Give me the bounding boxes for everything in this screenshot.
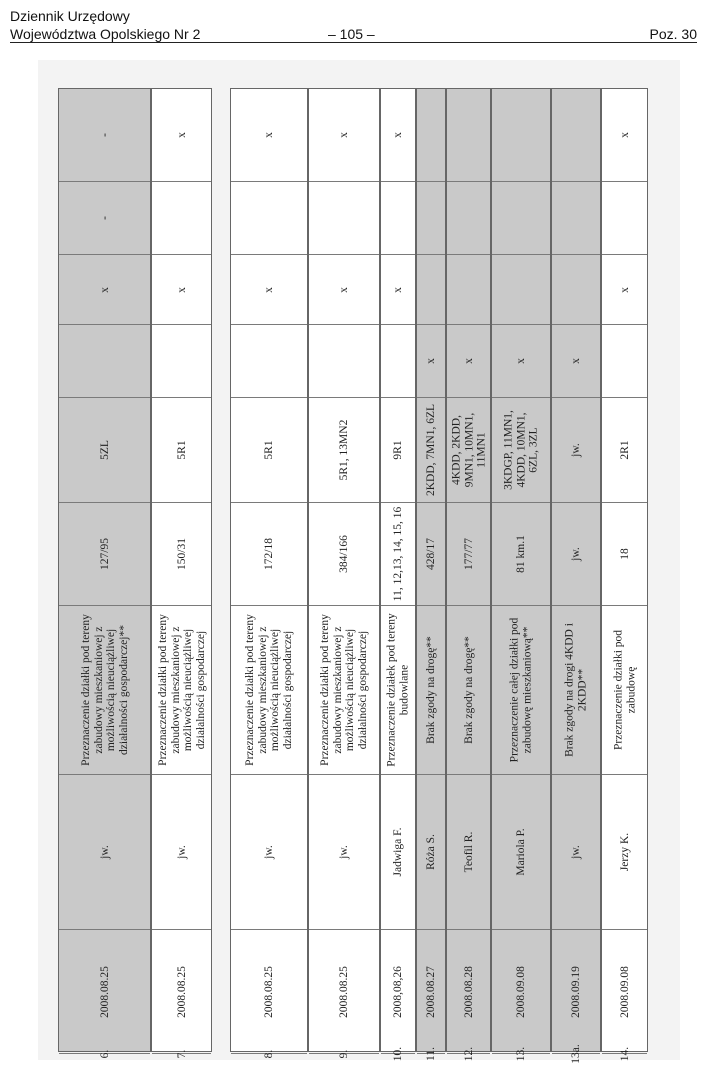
date-cell	[231, 929, 307, 1053]
resolution-cell	[447, 181, 490, 254]
accepted-cell	[447, 254, 490, 324]
designation-text: 2KDD, 7MN1, 6ZL	[424, 404, 437, 496]
notes-cell	[492, 89, 550, 181]
accepted-text: x	[337, 286, 350, 293]
rejected-text: x	[462, 358, 475, 364]
designation-cell	[602, 397, 647, 502]
number-cell	[602, 1046, 647, 1062]
number-text: 14.	[618, 1046, 631, 1062]
notes-cell	[59, 89, 150, 181]
resolution-cell	[381, 181, 415, 254]
request-cell	[417, 605, 445, 774]
resolution-text: -	[98, 216, 111, 220]
request-text: Przeznaczenie działki pod zabudowę	[612, 629, 637, 751]
parcel-text: jw.	[569, 547, 582, 561]
request-text: Przeznaczenie działki pod tereny zabudowy mieszkaniowej z możliwością nieuciążliwej działalności gospodarczej	[156, 614, 206, 766]
request-cell	[309, 605, 379, 774]
number-text: 13a.	[569, 1044, 582, 1064]
number-cell	[152, 1049, 211, 1059]
request-text: Brak zgody na drogę**	[424, 636, 437, 744]
parcel-cell	[59, 502, 150, 605]
name-cell	[231, 774, 307, 929]
table-row	[551, 88, 601, 1064]
parcel-cell	[309, 502, 379, 605]
date-cell	[152, 929, 211, 1053]
notes-text: x	[262, 132, 275, 138]
designation-text: 4KDD, 2KDD, 9MN1, 10MN1, 11MN1	[449, 412, 487, 488]
parcel-cell	[152, 502, 211, 605]
request-text: Przeznaczenie działki pod tereny zabudowy mieszkaniowej z możliwością nieuciążliwej działalności gospodarczej	[244, 614, 294, 766]
accepted-cell	[492, 254, 550, 324]
accepted-cell	[231, 254, 307, 324]
designation-text: jw.	[569, 443, 582, 457]
notes-cell	[309, 89, 379, 181]
name-cell	[417, 774, 445, 929]
notes-text: x	[618, 132, 631, 138]
rejected-cell	[381, 324, 415, 397]
parcel-cell	[492, 502, 550, 605]
parcel-text: 172/18	[262, 538, 275, 570]
rejected-text: x	[569, 358, 582, 364]
table-part-left	[58, 88, 212, 1059]
name-text: Róża S.	[424, 834, 437, 870]
name-cell	[447, 774, 490, 929]
rejected-cell	[492, 324, 550, 397]
parcel-text: 11, 12,13, 14, 15, 16	[391, 506, 404, 602]
notes-text: x	[337, 132, 350, 138]
table-row	[491, 88, 551, 1062]
name-cell	[381, 774, 415, 929]
designation-text: 5ZL	[98, 440, 111, 460]
accepted-cell	[381, 254, 415, 324]
name-cell	[552, 774, 600, 929]
rejected-cell	[309, 324, 379, 397]
number-text: 11.	[424, 1047, 437, 1061]
request-text: Brak zgody na drogi 4KDD i 2KDD**	[563, 623, 588, 757]
resolution-cell	[552, 181, 600, 254]
number-text: 13.	[514, 1046, 527, 1062]
notes-cell	[417, 89, 445, 181]
name-text: jw.	[175, 845, 188, 859]
date-cell	[417, 929, 445, 1053]
notes-cell	[152, 89, 211, 181]
table-row	[416, 88, 446, 1061]
table-row	[58, 88, 151, 1059]
position-number: Poz. 30	[649, 26, 697, 42]
request-text: Brak zgody na drogę**	[462, 636, 475, 744]
table-row	[230, 88, 308, 1059]
date-text: 2008.09.19	[569, 965, 582, 1018]
designation-cell	[492, 397, 550, 502]
accepted-text: x	[618, 286, 631, 293]
rejected-cell	[59, 324, 150, 397]
accepted-text: x	[391, 286, 404, 293]
number-text: 9.	[337, 1049, 350, 1059]
rejected-cell	[417, 324, 445, 397]
date-cell	[381, 929, 415, 1053]
parcel-text: 177/77	[462, 538, 475, 570]
journal-subtitle: Województwa Opolskiego Nr 2	[10, 26, 201, 42]
rejected-cell	[152, 324, 211, 397]
rejected-text: x	[424, 358, 437, 364]
date-cell	[602, 929, 647, 1053]
date-cell	[447, 929, 490, 1053]
rejected-cell	[231, 324, 307, 397]
page-number: – 105 –	[328, 26, 375, 42]
name-text: Teofil R.	[462, 831, 475, 873]
parcel-cell	[417, 502, 445, 605]
request-cell	[447, 605, 490, 774]
date-text: 2008.08.25	[262, 965, 275, 1018]
designation-text: 3KDGP, 11MN1, 4KDD, 10MN1, 6ZL, 3ZL	[502, 410, 540, 490]
number-text: 12.	[462, 1046, 475, 1062]
designation-text: 9R1	[391, 440, 404, 460]
number-text: 6.	[98, 1049, 111, 1059]
parcel-text: 428/17	[424, 538, 437, 570]
number-text: 8.	[262, 1049, 275, 1059]
accepted-cell	[417, 254, 445, 324]
parcel-cell	[552, 502, 600, 605]
request-cell	[381, 605, 415, 774]
designation-cell	[552, 397, 600, 502]
parcel-cell	[447, 502, 490, 605]
rejected-text: x	[514, 358, 527, 364]
table-row	[446, 88, 491, 1062]
designation-cell	[447, 397, 490, 502]
notes-cell	[231, 89, 307, 181]
designation-cell	[231, 397, 307, 502]
notes-cell	[381, 89, 415, 181]
rejected-cell	[602, 324, 647, 397]
designation-cell	[381, 397, 415, 502]
date-text: 2008.08.25	[175, 965, 188, 1018]
table-row	[308, 88, 380, 1059]
parcel-text: 384/166	[337, 535, 350, 573]
designation-text: 5R1, 13MN2	[337, 419, 350, 481]
request-cell	[231, 605, 307, 774]
parcel-cell	[231, 502, 307, 605]
resolution-cell	[152, 181, 211, 254]
name-text: jw.	[337, 845, 350, 859]
designation-text: 2R1	[618, 440, 631, 460]
designation-text: 5R1	[262, 440, 275, 460]
designation-cell	[309, 397, 379, 502]
number-cell	[59, 1049, 150, 1059]
name-text: Jadwiga F.	[391, 827, 404, 877]
date-cell	[552, 929, 600, 1053]
name-cell	[492, 774, 550, 929]
request-cell	[152, 605, 211, 774]
number-cell	[492, 1046, 550, 1062]
table-row	[151, 88, 212, 1059]
name-cell	[602, 774, 647, 929]
request-text: Przeznaczenie działek pod tereny budowlane	[385, 613, 410, 767]
date-cell	[59, 929, 150, 1053]
resolution-cell	[309, 181, 379, 254]
accepted-cell	[552, 254, 600, 324]
journal-title: Dziennik Urzędowy	[10, 8, 130, 24]
request-text: Przeznaczenie całej działki pod zabudowę mieszkaniową**	[508, 617, 533, 763]
number-cell	[417, 1047, 445, 1061]
accepted-cell	[602, 254, 647, 324]
number-text: 10.	[391, 1046, 404, 1062]
resolution-cell	[492, 181, 550, 254]
accepted-text: x	[262, 286, 275, 293]
resolution-cell	[59, 181, 150, 254]
date-cell	[309, 929, 379, 1053]
date-text: 2008.08.28	[462, 965, 475, 1018]
table-row	[601, 88, 648, 1062]
rejected-cell	[552, 324, 600, 397]
designation-cell	[59, 397, 150, 502]
number-cell	[381, 1046, 415, 1062]
request-text: Przeznaczenie działki pod tereny zabudowy mieszkaniowej z możliwością nieuciążliwej działalności gospodarczej	[319, 614, 369, 766]
accepted-cell	[152, 254, 211, 324]
resolution-cell	[602, 181, 647, 254]
name-cell	[152, 774, 211, 929]
request-text: Przeznaczenie działki pod tereny zabudowy mieszkaniowej z możliwością nieuciążliwej działalności gospodarczej**	[79, 614, 129, 766]
parcel-cell	[381, 502, 415, 605]
date-text: 2008.09.08	[514, 965, 527, 1018]
resolution-cell	[231, 181, 307, 254]
date-text: 2008.08.27	[424, 965, 437, 1018]
name-text: jw.	[569, 845, 582, 859]
header-rule	[10, 42, 697, 43]
number-cell	[309, 1049, 379, 1059]
parcel-cell	[602, 502, 647, 605]
name-cell	[309, 774, 379, 929]
accepted-cell	[309, 254, 379, 324]
parcel-text: 150/31	[175, 538, 188, 570]
name-cell	[59, 774, 150, 929]
name-text: jw.	[262, 845, 275, 859]
date-cell	[492, 929, 550, 1053]
name-text: jw.	[98, 845, 111, 859]
accepted-cell	[59, 254, 150, 324]
notes-cell	[602, 89, 647, 181]
accepted-text: x	[98, 286, 111, 293]
notes-text: x	[391, 132, 404, 138]
parcel-text: 127/95	[98, 538, 111, 570]
request-cell	[492, 605, 550, 774]
request-cell	[552, 605, 600, 774]
number-cell	[552, 1044, 600, 1064]
date-text: 2008.08.25	[337, 965, 350, 1018]
parcel-text: 81 km.1	[514, 535, 527, 573]
page-header	[0, 0, 707, 60]
name-text: Jerzy K.	[618, 832, 631, 872]
number-cell	[447, 1046, 490, 1062]
date-text: 2008.09.08	[618, 965, 631, 1018]
request-cell	[59, 605, 150, 774]
notes-text: -	[98, 133, 111, 137]
table-part-right	[230, 88, 648, 1064]
parcel-text: 18	[618, 548, 631, 560]
number-cell	[231, 1049, 307, 1059]
designation-cell	[417, 397, 445, 502]
notes-cell	[447, 89, 490, 181]
number-text: 7.	[175, 1049, 188, 1059]
notes-text: x	[175, 132, 188, 138]
date-text: 2008,08,26	[391, 965, 404, 1018]
resolution-cell	[417, 181, 445, 254]
name-text: Mariola P.	[514, 828, 527, 876]
designation-text: 5R1	[175, 440, 188, 460]
accepted-text: x	[175, 286, 188, 293]
date-text: 2008.08.25	[98, 965, 111, 1018]
rejected-cell	[447, 324, 490, 397]
table-row	[380, 88, 416, 1062]
request-cell	[602, 605, 647, 774]
notes-cell	[552, 89, 600, 181]
designation-cell	[152, 397, 211, 502]
